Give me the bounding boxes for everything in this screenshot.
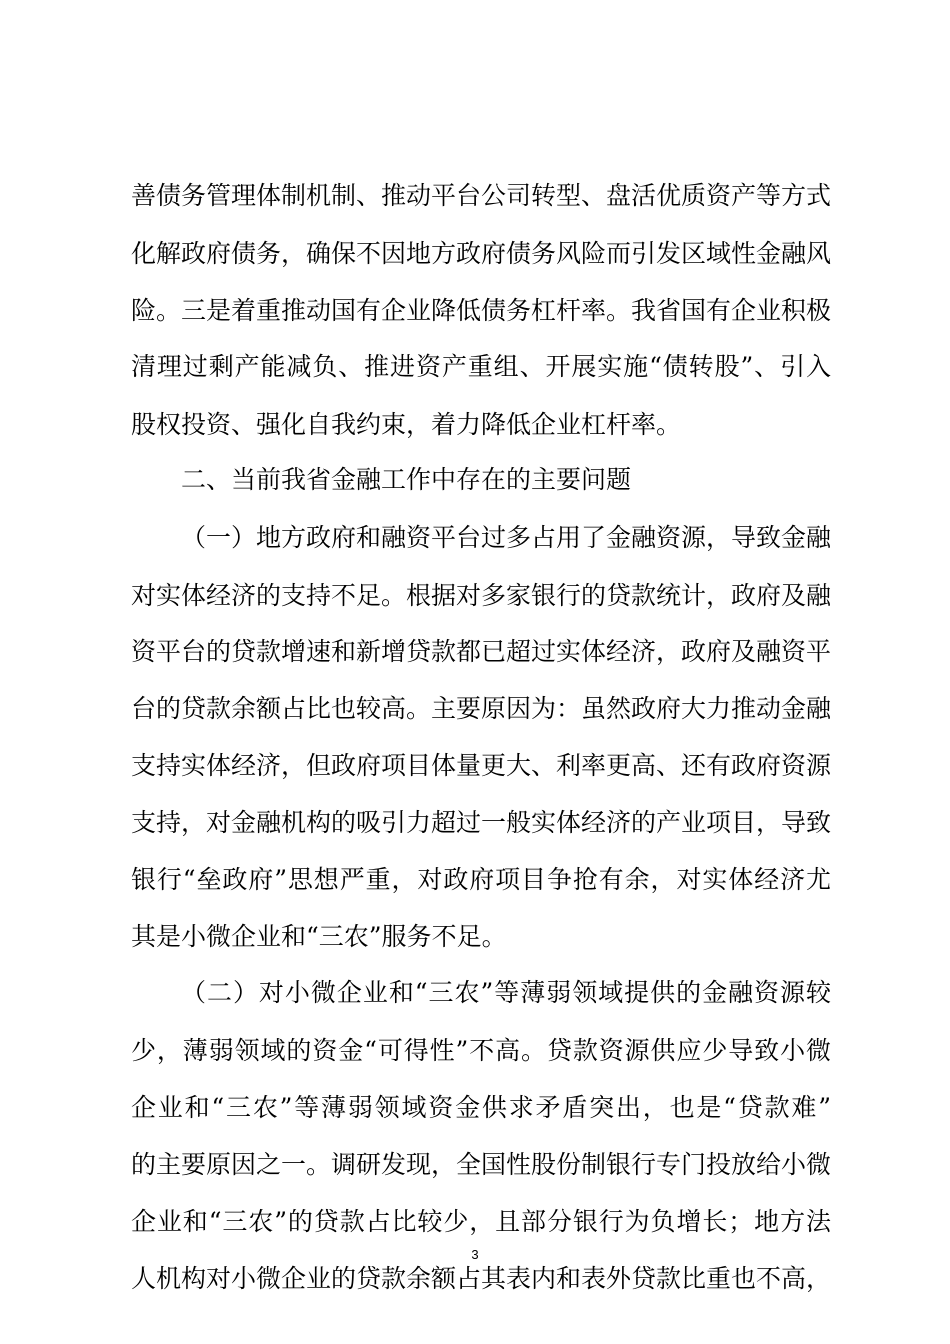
text-line: 企业和“三农”等薄弱领域资金供求矛盾突出，也是“贷款难” xyxy=(131,1093,831,1122)
text-line: 支持实体经济，但政府项目体量更大、利率更高、还有政府资源 xyxy=(131,751,832,780)
text-line: 资平台的贷款增速和新增贷款都已超过实体经济，政府及融资平 xyxy=(131,637,832,666)
subsection-heading: （二）对小微企业和“三农”等薄弱领域提供的金融资源较 xyxy=(181,978,831,1007)
text-line: 支持，对金融机构的吸引力超过一般实体经济的产业项目，导致 xyxy=(131,808,832,837)
text-line: 少，薄弱领域的资金“可得性”不高。贷款资源供应少导致小微 xyxy=(131,1036,831,1065)
text-line: 其是小微企业和“三农”服务不足。 xyxy=(131,922,507,951)
subsection-heading: （一）地方政府和融资平台过多占用了金融资源，导致金融 xyxy=(181,523,832,552)
text-line: 对实体经济的支持不足。根据对多家银行的贷款统计，政府及融 xyxy=(131,581,832,610)
text-line: 企业和“三农”的贷款占比较少，且部分银行为负增长；地方法 xyxy=(131,1207,831,1236)
text-line: 清理过剩产能减负、推进资产重组、开展实施“债转股”、引入 xyxy=(131,352,831,381)
text-line: 台的贷款余额占比也较高。主要原因为：虽然政府大力推动金融 xyxy=(131,694,832,723)
page-number: 3 xyxy=(471,1247,479,1262)
text-line: 人机构对小微企业的贷款余额占其表内和表外贷款比重也不高， xyxy=(131,1264,832,1293)
text-line: 险。三是着重推动国有企业降低债务杠杆率。我省国有企业积极 xyxy=(131,296,832,325)
text-line: 的主要原因之一。调研发现，全国性股份制银行专门投放给小微 xyxy=(131,1150,832,1179)
text-line: 善债务管理体制机制、推动平台公司转型、盘活优质资产等方式 xyxy=(131,181,832,210)
text-line: 股权投资、强化自我约束，着力降低企业杠杆率。 xyxy=(131,410,682,439)
section-heading: 二、当前我省金融工作中存在的主要问题 xyxy=(181,465,632,494)
text-line: 银行“垒政府”思想严重，对政府项目争抢有余，对实体经济尤 xyxy=(131,865,831,894)
text-line: 化解政府债务，确保不因地方政府债务风险而引发区域性金融风 xyxy=(131,239,832,268)
